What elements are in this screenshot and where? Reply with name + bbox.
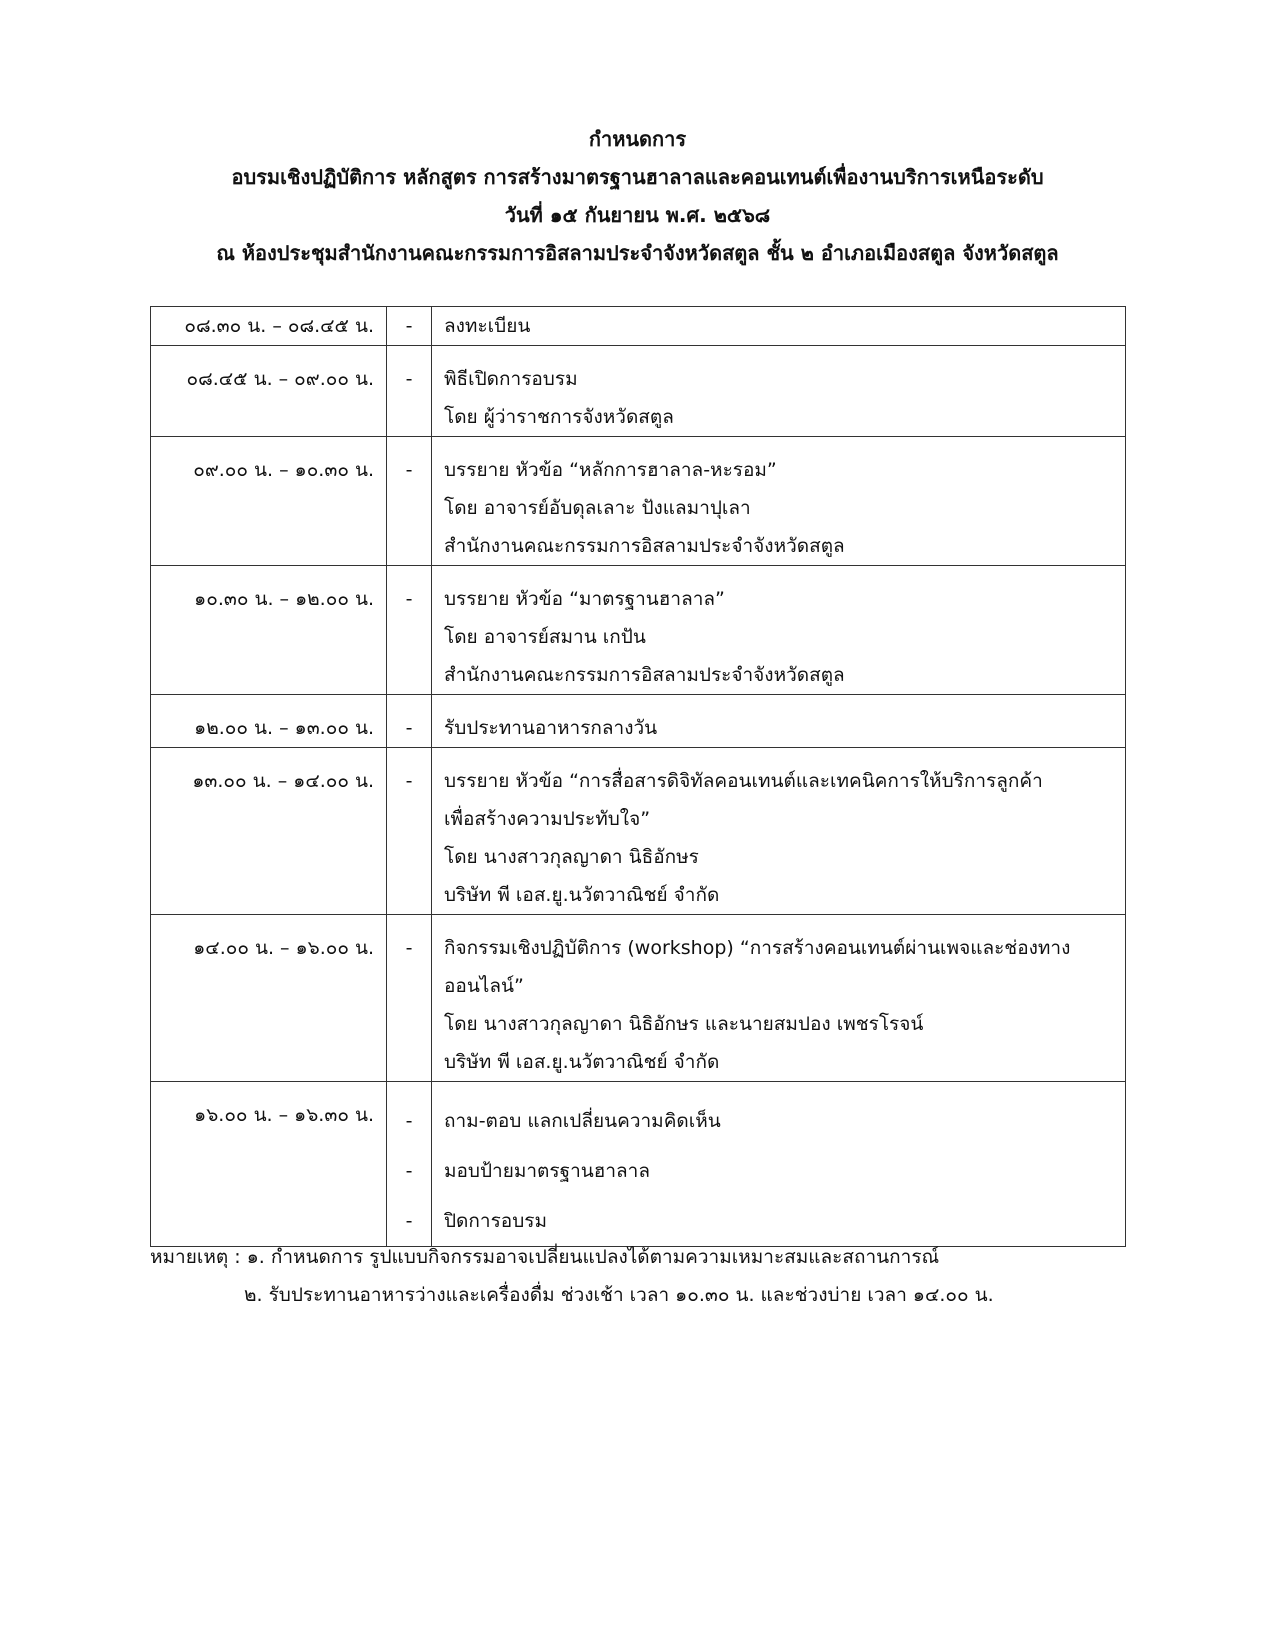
schedule-row xyxy=(151,566,1126,695)
event-date: วันที่ ๑๕ กันยายน พ.ศ. ๒๕๖๘ xyxy=(504,203,771,227)
notes-label: หมายเหตุ : xyxy=(150,1246,241,1268)
schedule-description: บรรยาย หัวข้อ “หลักการฮาลาล-หะรอม” โดย อาจารย์อับดุลเลาะ ปังแลมาปุเลา สำนักงานคณะกรรมการอิสลามประจำจังหวัดสตูล xyxy=(432,437,1126,566)
list-item: ปิดการอบรม xyxy=(444,1210,547,1232)
schedule-dash: - xyxy=(387,307,432,346)
schedule-description xyxy=(432,1082,1126,1247)
schedule-time: ๑๖.๐๐ น. – ๑๖.๓๐ น. xyxy=(151,1082,387,1247)
schedule-table xyxy=(150,306,1126,1247)
schedule-dash: - xyxy=(387,915,432,1082)
schedule-row xyxy=(151,346,1126,437)
schedule-row xyxy=(151,748,1126,915)
schedule-dash: - xyxy=(387,346,432,437)
schedule-description: บรรยาย หัวข้อ “การสื่อสารดิจิทัลคอนเทนต์และเทคนิคการให้บริการลูกค้า เพื่อสร้างความประทับใจ” โดย นางสาวกุลญาดา นิธิอักษร บริษัท พี เอส.ยู.นวัตวาณิชย์ จำกัด xyxy=(432,748,1126,915)
schedule-time: ๑๒.๐๐ น. – ๑๓.๐๐ น. xyxy=(151,695,387,748)
document-header xyxy=(0,120,1275,272)
note-item-1: ๑. กำหนดการ รูปแบบกิจกรรมอาจเปลี่ยนแปลงได้ตามความเหมาะสมและสถานการณ์ xyxy=(246,1246,940,1268)
schedule-description: ลงทะเบียน xyxy=(432,307,1126,346)
schedule-row xyxy=(151,695,1126,748)
schedule-row xyxy=(151,915,1126,1082)
schedule-dash: - xyxy=(387,695,432,748)
list-item: มอบป้ายมาตรฐานฮาลาล xyxy=(444,1160,650,1182)
schedule-description: รับประทานอาหารกลางวัน xyxy=(432,695,1126,748)
schedule-row xyxy=(151,307,1126,346)
schedule-time: ๑๓.๐๐ น. – ๑๔.๐๐ น. xyxy=(151,748,387,915)
schedule-description: พิธีเปิดการอบรม โดย ผู้ว่าราชการจังหวัดสตูล xyxy=(432,346,1126,437)
schedule-dash: - xyxy=(387,566,432,695)
schedule-row xyxy=(151,437,1126,566)
list-item: ถาม-ตอบ แลกเปลี่ยนความคิดเห็น xyxy=(444,1110,721,1132)
schedule-time: ๑๔.๐๐ น. – ๑๖.๐๐ น. xyxy=(151,915,387,1082)
schedule-dash: - - - xyxy=(387,1082,432,1247)
schedule-description: กิจกรรมเชิงปฏิบัติการ (workshop) “การสร้างคอนเทนต์ผ่านเพจและช่องทาง ออนไลน์” โดย นางสาวกุลญาดา นิธิอักษร และนายสมปอง เพชรโรจน์ บริษัท พี เอส.ยู.นวัตวาณิชย์ จำกัด xyxy=(432,915,1126,1082)
schedule-time: ๐๘.๓๐ น. – ๐๘.๔๕ น. xyxy=(151,307,387,346)
schedule-dash: - xyxy=(387,437,432,566)
event-venue: ณ ห้องประชุมสำนักงานคณะกรรมการอิสลามประจำจังหวัดสตูล ชั้น ๒ อำเภอเมืองสตูล จังหวัดสตูล xyxy=(216,241,1059,265)
schedule-time: ๐๙.๐๐ น. – ๑๐.๓๐ น. xyxy=(151,437,387,566)
schedule-dash: - xyxy=(387,748,432,915)
schedule-description: บรรยาย หัวข้อ “มาตรฐานฮาลาล” โดย อาจารย์สมาน เกปัน สำนักงานคณะกรรมการอิสลามประจำจังหวัดสตูล xyxy=(432,566,1126,695)
notes-section xyxy=(150,1238,1150,1314)
course-title: อบรมเชิงปฏิบัติการ หลักสูตร การสร้างมาตรฐานฮาลาลและคอนเทนต์เพื่องานบริการเหนือระดับ xyxy=(231,165,1044,189)
schedule-time: ๐๘.๔๕ น. – ๐๙.๐๐ น. xyxy=(151,346,387,437)
note-item-2: ๒. รับประทานอาหารว่างและเครื่องดื่ม ช่วงเช้า เวลา ๑๐.๓๐ น. และช่วงบ่าย เวลา ๑๔.๐๐ น. xyxy=(244,1284,994,1306)
schedule-time: ๑๐.๓๐ น. – ๑๒.๐๐ น. xyxy=(151,566,387,695)
document-title: กำหนดการ xyxy=(588,127,687,151)
schedule-row xyxy=(151,1082,1126,1247)
